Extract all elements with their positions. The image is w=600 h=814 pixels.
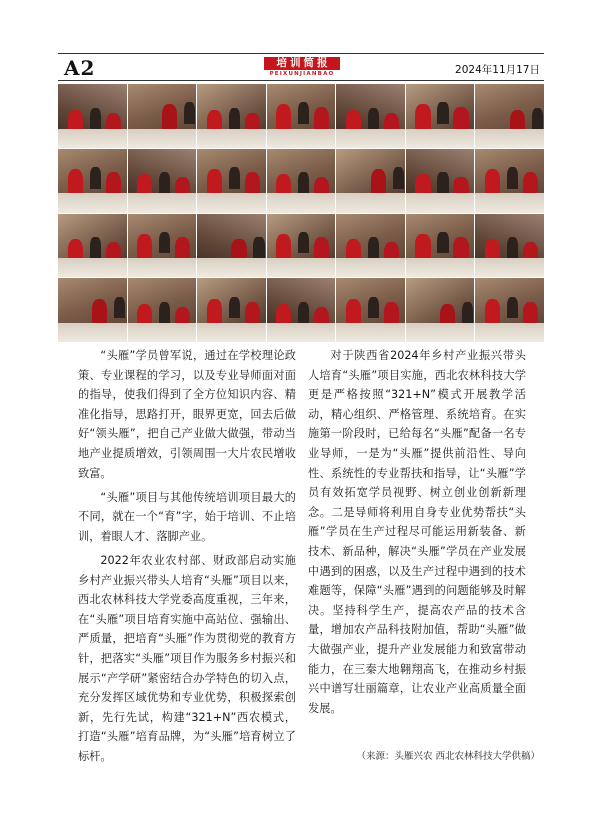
article-paragraph: 2022年农业农村部、财政部启动实施乡村产业振兴带头人培育“头雁”项目以来，西北农林科技大学党委高度重视，三年来，在“头雁”项目培育实施中高站位、强输出、严质量，把培育“头雁”作为贯彻党的教育方针，把落实“头雁”项目作为服务乡村振兴和展示“产学研”紧密结合办学特色的切入点，充分发挥区域优势和专业优势，积极探索创新，先行先试，构建“321+N”西农模式，打造“头雁”培育品牌，为“头雁”培育树立了标杆。	[78, 553, 296, 763]
collage-photo	[406, 278, 475, 342]
collage-photo	[475, 149, 544, 213]
collage-photo	[128, 278, 197, 342]
collage-photo	[406, 214, 475, 278]
collage-photo	[58, 214, 127, 278]
collage-photo	[336, 149, 405, 213]
masthead-title: 培训简报	[264, 57, 340, 70]
masthead-logo	[264, 57, 340, 78]
collage-photo	[128, 84, 197, 148]
collage-photo	[128, 149, 197, 213]
collage-photo	[267, 278, 336, 342]
collage-photo	[475, 84, 544, 148]
collage-photo	[197, 149, 266, 213]
article-paragraph: 对于陕西省2024年乡村产业振兴带头人培育“头雁”项目实施，西北农林科技大学更是严格按照“321+N”模式开展教学活动，精心组织、严格管理、系统培育。在实施第一阶段时，已给每名“头雁”配备一名专业导师，一是为“头雁”提供前沿性、导向性、系统性的专业帮扶和指导，让“头雁”学员有效拓宽学员视野、树立创业创新新理念。二是导师将利用自身专业优势帮扶“头雁”学员在生产过程尽可能运用新装备、新技术、新品种，解决“头雁”学员在产业发展中遇到的困惑，以及生产过程中遇到的技术难题等，保障“头雁”遇到的问题能够及时解决。坚持科学生产，提高农产品的技术含量，增加农产品科技附加值，帮助“头雁”做大做强产业，提升产业发展能力和致富带动能力，在三秦大地翱翔高飞，在推动乡村振兴中谱写壮丽篇章，让农业产业高质量全面发展。	[308, 349, 526, 715]
article-paragraph: “头雁”学员曾军说，通过在学校理论政策、专业课程的学习，以及专业导师面对面的指导，使我们得到了全方位知识内容、精准化指导，思路打开，眼界更宽，回去后做好“领头雁”，把自己产业做大做强，带动当地产业提质增效，引领周围一大片农民增收致富。	[78, 349, 296, 480]
collage-photo	[475, 278, 544, 342]
article-right-column	[308, 346, 526, 723]
collage-photo	[406, 149, 475, 213]
collage-photo	[336, 214, 405, 278]
page-number: A2	[64, 56, 96, 80]
collage-photo	[128, 214, 197, 278]
masthead-pinyin: PEIXUNJIANBAO	[269, 71, 335, 77]
issue-date: 2024年11月17日	[455, 64, 540, 76]
collage-photo	[58, 278, 127, 342]
collage-photo	[267, 149, 336, 213]
collage-photo	[197, 278, 266, 342]
collage-photo	[58, 84, 127, 148]
article-source: （来源：头雁兴农 西北农林科技大学供稿）	[356, 751, 540, 762]
article-left-column	[78, 346, 296, 771]
header-top-rule	[58, 53, 544, 54]
collage-photo	[267, 84, 336, 148]
collage-photo	[336, 278, 405, 342]
collage-photo	[475, 214, 544, 278]
collage-photo	[267, 214, 336, 278]
article-paragraph: “头雁”项目与其他传统培训项目最大的不同，就在一个“育”字，始于培训、不止培训，着眼人才、落脚产业。	[78, 490, 296, 543]
collage-photo	[197, 84, 266, 148]
training-photo-collage	[58, 84, 544, 342]
collage-photo	[197, 214, 266, 278]
collage-photo	[336, 84, 405, 148]
header-bottom-rule	[58, 80, 544, 81]
collage-photo	[406, 84, 475, 148]
collage-photo	[58, 149, 127, 213]
